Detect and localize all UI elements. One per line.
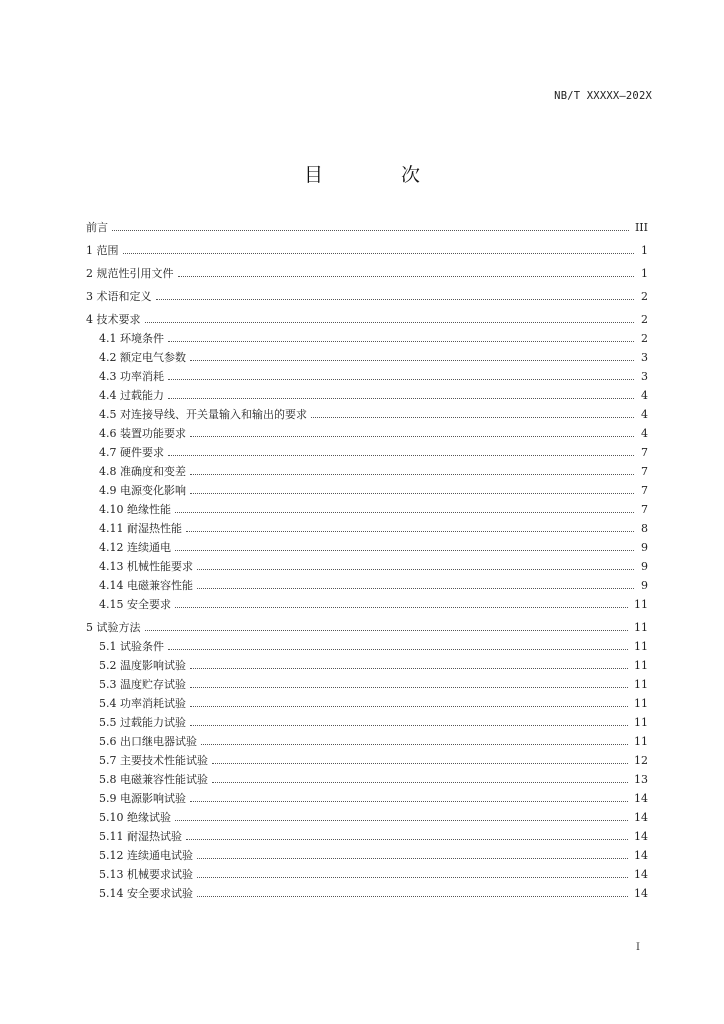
toc-entry-page: 11: [634, 678, 648, 691]
toc-entry[interactable]: [86, 770, 648, 789]
toc-entry-label: 4.7 硬件要求: [99, 446, 164, 459]
document-code: NB/T XXXXX—202X: [554, 90, 652, 102]
toc-entry-page: 11: [634, 640, 648, 653]
toc-dot-leader: [145, 322, 635, 323]
toc-entry-page: 11: [634, 598, 648, 611]
toc-entry-label: 5.6 出口继电器试验: [99, 735, 197, 748]
toc-dot-leader: [197, 858, 628, 859]
toc-entry[interactable]: [86, 481, 648, 500]
toc-entry-label: 5.5 过载能力试验: [99, 716, 186, 729]
toc-entry[interactable]: [86, 846, 648, 865]
toc-entry[interactable]: [86, 310, 648, 329]
toc-entry-page: 2: [641, 332, 648, 345]
toc-entry-label: 5.11 耐湿热试验: [99, 830, 182, 843]
toc-entry-label: 5.2 温度影响试验: [99, 659, 186, 672]
toc-dot-leader: [190, 474, 634, 475]
toc-entry[interactable]: [86, 367, 648, 386]
toc-entry-label: 4.4 过载能力: [99, 389, 164, 402]
toc-entry-label: 5.14 安全要求试验: [99, 887, 193, 900]
toc-entry-page: 2: [641, 290, 648, 303]
toc-entry-page: 9: [641, 579, 648, 592]
toc-dot-leader: [311, 417, 634, 418]
toc-entry[interactable]: [86, 576, 648, 595]
toc-dot-leader: [197, 877, 628, 878]
toc-entry-label: 5.4 功率消耗试验: [99, 697, 186, 710]
toc-entry[interactable]: [86, 656, 648, 675]
toc-dot-leader: [186, 839, 628, 840]
toc-dot-leader: [190, 436, 634, 437]
toc-entry-label: 4.10 绝缘性能: [99, 503, 171, 516]
toc-dot-leader: [156, 299, 635, 300]
toc-entry[interactable]: [86, 694, 648, 713]
toc-entry[interactable]: [86, 264, 648, 283]
toc-dot-leader: [197, 588, 634, 589]
toc-entry-label: 4.14 电磁兼容性能: [99, 579, 193, 592]
toc-entry-label: 4.6 装置功能要求: [99, 427, 186, 440]
toc-entry[interactable]: [86, 618, 648, 637]
toc-dot-leader: [145, 630, 629, 631]
toc-entry[interactable]: [86, 675, 648, 694]
toc-entry-page: 14: [634, 887, 648, 900]
toc-entry[interactable]: [86, 789, 648, 808]
toc-entry[interactable]: [86, 637, 648, 656]
toc-entry-page: 14: [634, 811, 648, 824]
toc-entry-label: 1 范围: [86, 244, 119, 257]
toc-entry[interactable]: [86, 808, 648, 827]
toc-entry-label: 4.11 耐湿热性能: [99, 522, 182, 535]
toc-entry[interactable]: [86, 241, 648, 260]
page-number: I: [636, 942, 640, 953]
toc-entry-page: 7: [641, 465, 648, 478]
toc-dot-leader: [175, 820, 628, 821]
toc-entry-page: 11: [634, 697, 648, 710]
toc-dot-leader: [168, 341, 634, 342]
toc-entry-page: 4: [641, 408, 648, 421]
toc-entry[interactable]: [86, 884, 648, 903]
toc-entry-page: 8: [641, 522, 648, 535]
toc-entry[interactable]: [86, 865, 648, 884]
toc-entry[interactable]: [86, 218, 648, 237]
toc-dot-leader: [175, 550, 634, 551]
toc-dot-leader: [190, 360, 634, 361]
toc-entry[interactable]: [86, 519, 648, 538]
toc-entry-label: 4.5 对连接导线、开关量输入和输出的要求: [99, 408, 307, 421]
toc-dot-leader: [168, 649, 628, 650]
toc-entry-page: 1: [641, 244, 648, 257]
toc-entry-page: 11: [634, 735, 648, 748]
toc-entry-page: 7: [641, 484, 648, 497]
toc-entry-page: 3: [641, 370, 648, 383]
toc-entry[interactable]: [86, 827, 648, 846]
toc-entry-page: 14: [634, 830, 648, 843]
toc-entry-label: 4.12 连续通电: [99, 541, 171, 554]
toc-entry[interactable]: [86, 329, 648, 348]
toc-entry-page: 13: [634, 773, 648, 786]
toc-entry[interactable]: [86, 732, 648, 751]
toc-entry-label: 4.9 电源变化影响: [99, 484, 186, 497]
page-title: 目 次: [303, 164, 457, 186]
toc-dot-leader: [197, 896, 628, 897]
toc-dot-leader: [175, 607, 628, 608]
toc-entry-label: 5.8 电磁兼容性能试验: [99, 773, 208, 786]
toc-entry-label: 5.1 试验条件: [99, 640, 164, 653]
toc-entry-label: 4.13 机械性能要求: [99, 560, 193, 573]
toc-dot-leader: [178, 276, 635, 277]
toc-entry-label: 4 技术要求: [86, 313, 141, 326]
toc-dot-leader: [175, 512, 634, 513]
toc-dot-leader: [197, 569, 634, 570]
toc-entry-page: 14: [634, 849, 648, 862]
toc-entry-page: 4: [641, 427, 648, 440]
toc-entry[interactable]: [86, 713, 648, 732]
toc-entry[interactable]: [86, 443, 648, 462]
toc-entry-page: 14: [634, 868, 648, 881]
toc-entry[interactable]: [86, 287, 648, 306]
toc-entry-page: 2: [641, 313, 648, 326]
toc-entry-label: 5.10 绝缘试验: [99, 811, 171, 824]
toc-dot-leader: [212, 763, 628, 764]
toc-dot-leader: [190, 493, 634, 494]
toc-entry-label: 5 试验方法: [86, 621, 141, 634]
toc-entry-page: III: [634, 221, 648, 234]
toc-entry-page: 9: [641, 541, 648, 554]
toc-dot-leader: [212, 782, 628, 783]
toc-entry[interactable]: [86, 348, 648, 367]
toc-entry-page: 4: [641, 389, 648, 402]
toc-entry-label: 5.3 温度贮存试验: [99, 678, 186, 691]
toc-entry-label: 4.8 准确度和变差: [99, 465, 186, 478]
toc-dot-leader: [190, 668, 628, 669]
toc-entry-page: 9: [641, 560, 648, 573]
toc-entry-page: 14: [634, 792, 648, 805]
toc-entry-label: 5.12 连续通电试验: [99, 849, 193, 862]
toc-dot-leader: [168, 379, 634, 380]
toc-entry-page: 7: [641, 503, 648, 516]
toc-entry-page: 3: [641, 351, 648, 364]
toc-entry-label: 前言: [86, 221, 108, 234]
toc-entry[interactable]: [86, 462, 648, 481]
toc-entry-page: 7: [641, 446, 648, 459]
toc-entry-page: 1: [641, 267, 648, 280]
toc-entry[interactable]: [86, 386, 648, 405]
toc-dot-leader: [201, 744, 628, 745]
toc-entry-label: 4.1 环境条件: [99, 332, 164, 345]
toc-entry[interactable]: [86, 538, 648, 557]
toc-entry-label: 4.3 功率消耗: [99, 370, 164, 383]
toc-entry-label: 5.7 主要技术性能试验: [99, 754, 208, 767]
toc-dot-leader: [190, 706, 628, 707]
toc-entry-label: 5.9 电源影响试验: [99, 792, 186, 805]
table-of-contents: [86, 218, 648, 903]
toc-entry-label: 4.15 安全要求: [99, 598, 171, 611]
toc-dot-leader: [168, 455, 634, 456]
toc-entry[interactable]: [86, 751, 648, 770]
toc-entry-label: 2 规范性引用文件: [86, 267, 174, 280]
toc-entry-page: 11: [634, 621, 648, 634]
toc-dot-leader: [190, 725, 628, 726]
toc-dot-leader: [190, 801, 628, 802]
toc-entry[interactable]: [86, 424, 648, 443]
toc-entry[interactable]: [86, 500, 648, 519]
toc-entry[interactable]: [86, 595, 648, 614]
toc-dot-leader: [190, 687, 628, 688]
toc-entry-page: 12: [634, 754, 648, 767]
toc-entry-label: 4.2 额定电气参数: [99, 351, 186, 364]
toc-dot-leader: [186, 531, 634, 532]
toc-entry-page: 11: [634, 659, 648, 672]
toc-entry[interactable]: [86, 557, 648, 576]
toc-entry-page: 11: [634, 716, 648, 729]
toc-entry-label: 5.13 机械要求试验: [99, 868, 193, 881]
toc-dot-leader: [168, 398, 634, 399]
toc-entry-label: 3 术语和定义: [86, 290, 152, 303]
toc-dot-leader: [112, 230, 629, 231]
toc-entry[interactable]: [86, 405, 648, 424]
toc-dot-leader: [123, 253, 635, 254]
